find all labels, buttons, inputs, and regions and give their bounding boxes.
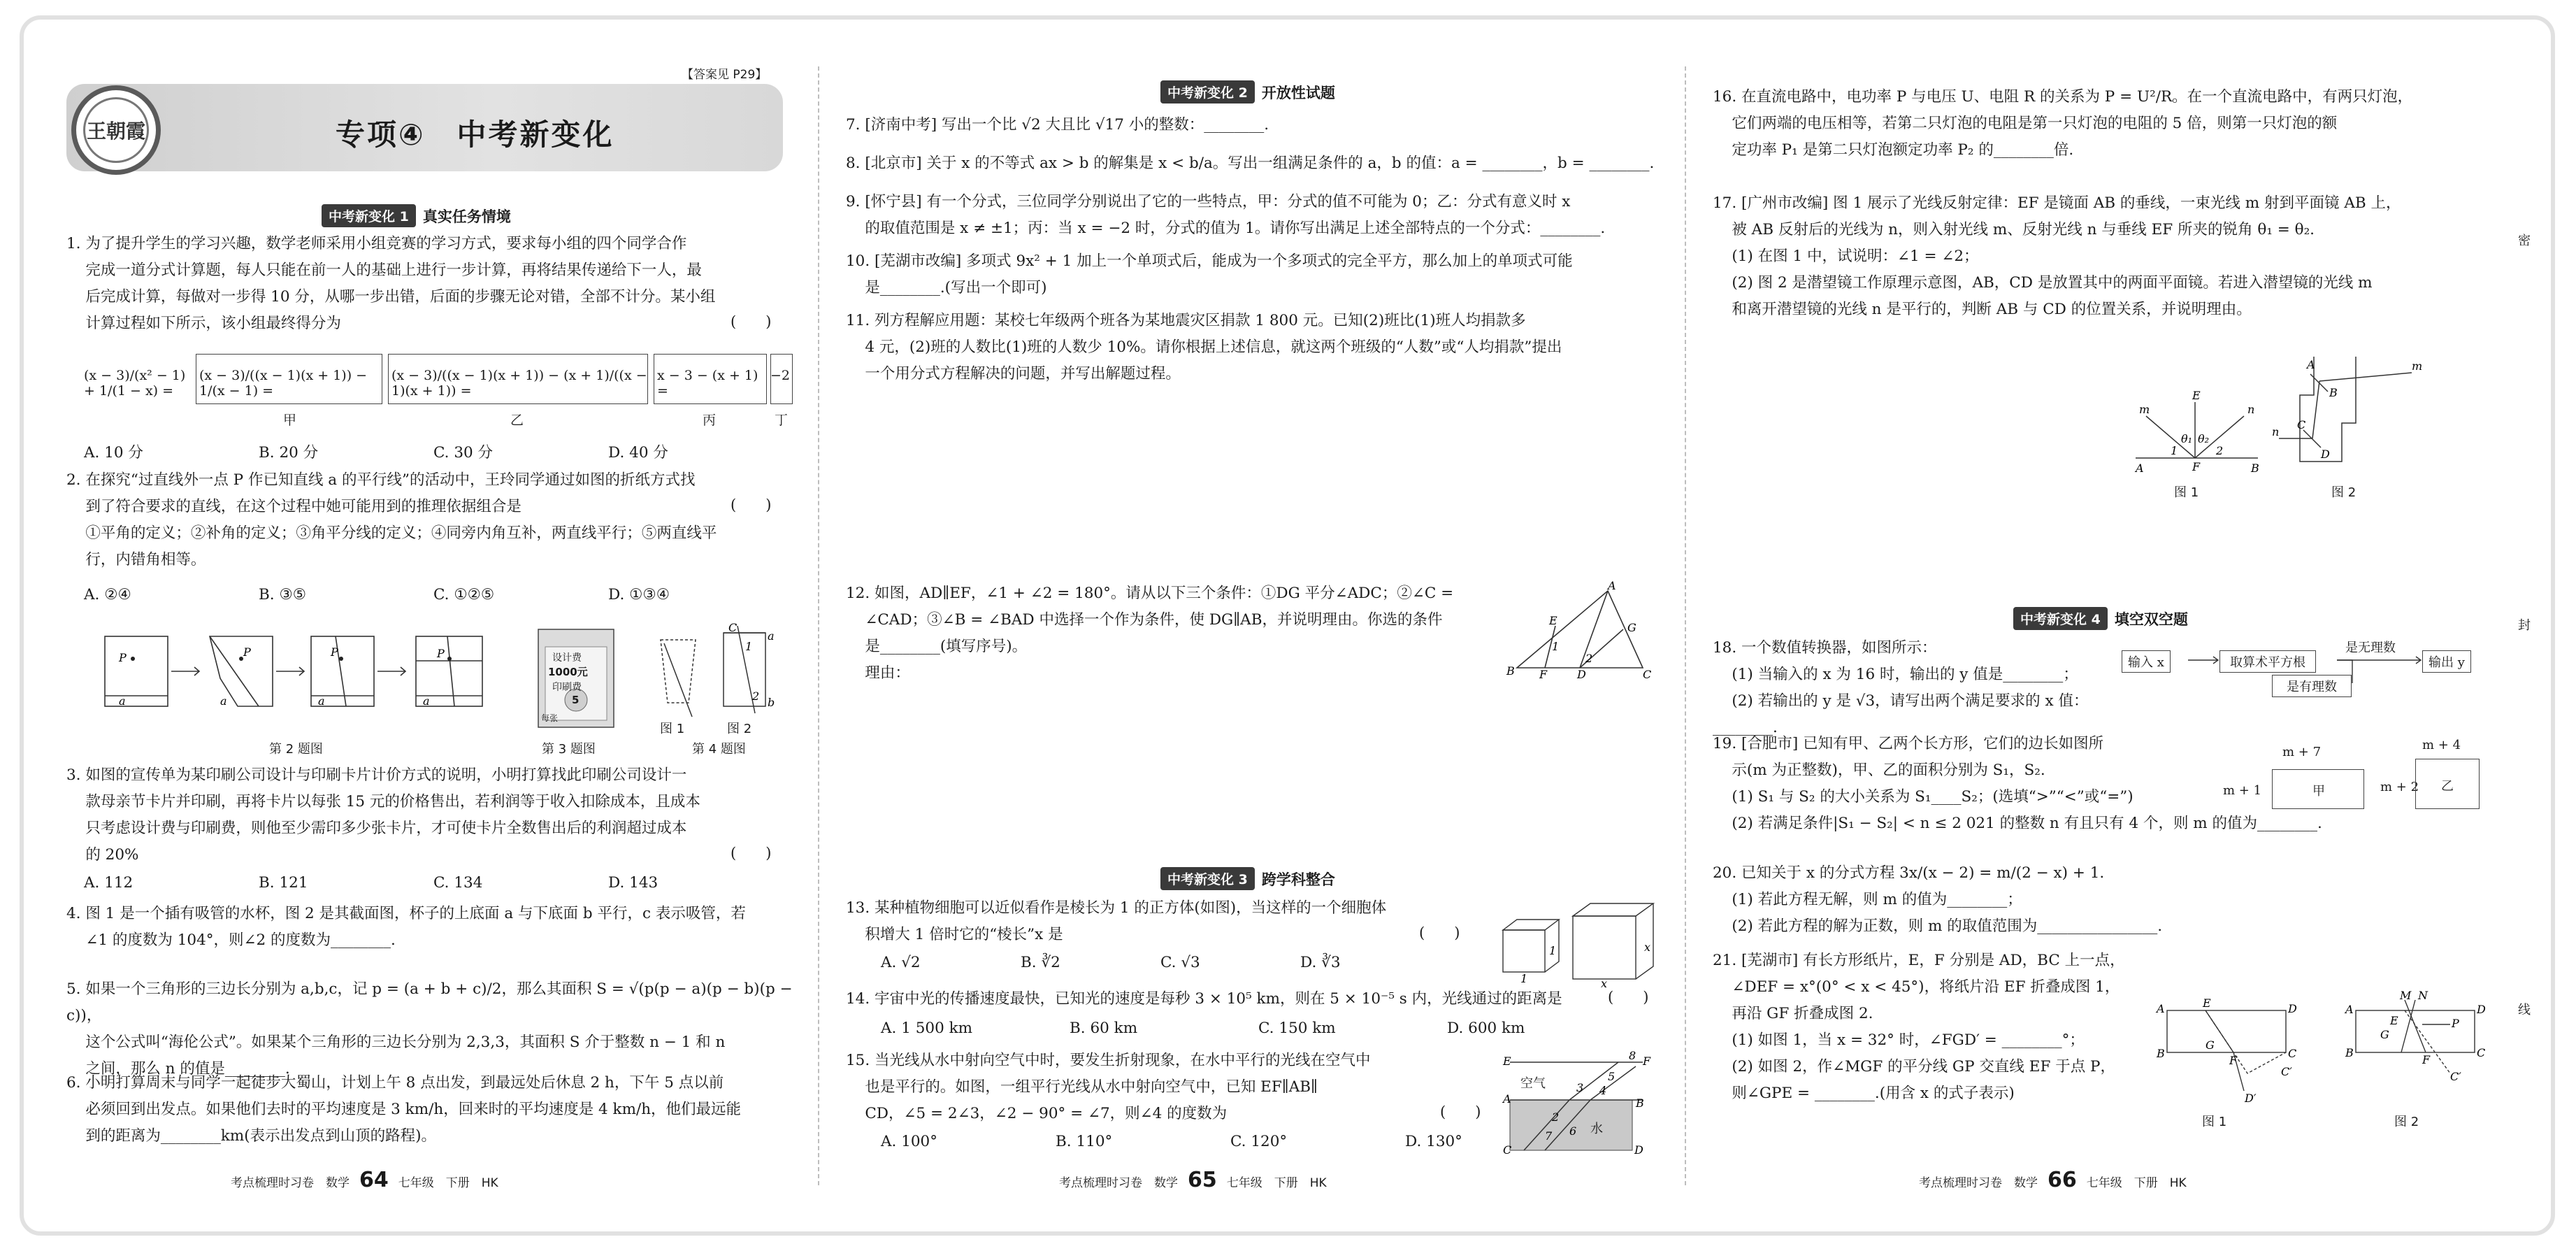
svg-text:θ₂: θ₂ xyxy=(2198,432,2210,445)
fig19-rectangles xyxy=(2223,738,2489,822)
rect-yi-name: 乙 xyxy=(2441,779,2454,794)
svg-text:b: b xyxy=(768,696,775,709)
label-yi: 乙 xyxy=(510,413,524,428)
fig3-text-print-fee: 5 xyxy=(572,694,580,706)
question-6: 6. 小明打算周末与同学一起徒步大蜀山，计划上午 8 点出发，到最远处后休息 2 h，下午 5 点以前 必须回到出发点。如果他们去时的平均速度是 3 km/h，回来时的平均速度是 4 km/h，他们最远能 到的距离为________km(表示出发点到山顶的路程)。 xyxy=(66,1074,742,1145)
svg-text:C′: C′ xyxy=(2450,1070,2461,1083)
option-c: C. 150 km xyxy=(1258,1020,1336,1037)
svg-text:M: M xyxy=(2400,989,2412,1002)
fig4-label-2: 图 2 xyxy=(727,722,752,736)
fig3-caption: 第 3 题图 xyxy=(542,742,596,757)
q2-options xyxy=(84,586,783,603)
svg-text:m: m xyxy=(2139,403,2150,416)
svg-text:A: A xyxy=(2157,1002,2165,1015)
footer-book: 考点梳理时习卷 数学 xyxy=(1059,1176,1178,1190)
svg-text:B: B xyxy=(2251,462,2259,475)
svg-text:F: F xyxy=(1643,1055,1651,1068)
svg-text:D: D xyxy=(1577,668,1586,681)
svg-text:C′: C′ xyxy=(2281,1065,2292,1078)
fig4-label-1: 图 1 xyxy=(660,722,685,736)
svg-text:C: C xyxy=(728,621,737,634)
fig15-water-label: 水 xyxy=(1590,1122,1603,1136)
question-17: 17. [广州市改编] 图 1 展示了光线反射定律：EF 是镜面 AB 的垂线，一束光线 m 射到平面镜 AB 上， 被 AB 反射后的光线为 n，则入射光线 m、反射光线 n 与垂线 EF 所夹的锐角 θ₁ = θ₂. (1) 在图 1 中，试说明：∠1 = ∠2； (2) 图 2 是潜望镜工作原理示意图，AB，CD 是放置其中的两面平面镜。若进入潜望镜的光线 m 和离开潜望镜的光线 n 是平行的，判断 AB 与 CD 的位置关系，并说明理由。 xyxy=(1713,194,2401,318)
answer-reference: 【答案见 P29】 xyxy=(682,68,768,82)
page-divider xyxy=(818,66,819,1185)
option-c: C. 134 xyxy=(433,874,483,892)
answer-paren: ( ) xyxy=(731,845,772,862)
svg-text:E: E xyxy=(2203,996,2211,1010)
section-header-2 xyxy=(1160,80,1335,103)
section-title: 填空双空题 xyxy=(2114,610,2188,628)
step-start: (x − 3)/(x² − 1) + 1/(1 − x) = xyxy=(84,368,186,399)
svg-text:a: a xyxy=(119,694,126,708)
section-header-3 xyxy=(1160,867,1335,890)
fig3-text-unit: 每张 xyxy=(541,713,559,723)
binding-mark: 线 xyxy=(2518,1003,2531,1017)
option-d: D. 600 km xyxy=(1447,1020,1525,1037)
section-title: 开放性试题 xyxy=(1261,84,1335,101)
svg-text:a: a xyxy=(220,694,227,708)
footer-grade: 七年级 下册 HK xyxy=(2086,1176,2187,1190)
fig17-2-periscope xyxy=(2272,353,2433,469)
question-12: 12. 如图，AD∥EF，∠1 + ∠2 = 180°。请从以下三个条件：①DG 平分∠ADC；②∠C = ∠CAD；③∠B = ∠BAD 中选择一个作为条件，使 DG∥AB，并说明理由。你选的条件 是________(填写序号)。 理由： xyxy=(846,585,1454,682)
svg-text:8: 8 xyxy=(1629,1049,1636,1062)
svg-text:1: 1 xyxy=(1520,972,1528,985)
flow-cond: 是无理数 xyxy=(2345,641,2396,655)
svg-text:B: B xyxy=(2345,1046,2354,1059)
answer-paren: ( ) xyxy=(731,313,772,330)
option-d: D. ①③④ xyxy=(608,586,670,603)
rect-yi-top: m + 4 xyxy=(2422,738,2461,752)
page-footer-66 xyxy=(1919,1168,2187,1192)
svg-text:5: 5 xyxy=(1608,1070,1616,1083)
fig17-1-reflection xyxy=(2125,388,2265,479)
svg-text:7: 7 xyxy=(1545,1129,1553,1143)
page-divider xyxy=(1685,66,1686,1185)
answer-paren: ( ) xyxy=(731,496,772,513)
question-20: 20. 已知关于 x 的分式方程 3x/(x − 2) = m/(2 − x) + 1. (1) 若此方程无解，则 m 的值为________； (2) 若此方程的解为正数，则 m 的取值范围为________________. xyxy=(1713,864,2163,935)
question-21: 21. [芜湖市] 有长方形纸片，E，F 分别是 AD，BC 上一点， ∠DEF = x°(0° < x < 45°)，将纸片沿 EF 折叠成图 1， 再沿 GF 折叠成图 2. (1) 如图 1，当 x = 32° 时，∠FGD′ = ________°； (2) 如图 2，作∠MGF 的平分线 GP 交直线 EF 于点 P， 则∠GPE = ________.(用含 x 的式子表示) xyxy=(1713,952,2125,1102)
svg-text:C: C xyxy=(2297,418,2306,431)
option-a: A. 100° xyxy=(881,1133,937,1150)
svg-text:a: a xyxy=(768,629,775,643)
svg-text:x: x xyxy=(1644,941,1651,954)
svg-text:a: a xyxy=(318,694,325,708)
svg-text:F: F xyxy=(2229,1054,2238,1067)
option-a: A. ②④ xyxy=(84,586,131,603)
flow-output: 输出 y xyxy=(2422,650,2471,673)
option-b: B. 121 xyxy=(259,874,308,892)
svg-text:D: D xyxy=(1634,1143,1643,1157)
svg-text:m: m xyxy=(2412,359,2423,373)
option-d: D. 130° xyxy=(1405,1133,1462,1150)
svg-text:N: N xyxy=(2418,989,2428,1002)
flow-loop: 是有理数 xyxy=(2272,675,2352,697)
section-header-1 xyxy=(322,204,511,227)
page-number: 65 xyxy=(1188,1168,1217,1192)
question-18: 18. 一个数值转换器，如图所示： (1) 当输入的 x 为 16 时，输出的 y 值是________； (2) 若输出的 y 是 √3，请写出两个满足要求的 x 值：________. xyxy=(1713,639,2089,736)
binding-mark: 封 xyxy=(2518,618,2531,633)
option-a: A. 10 分 xyxy=(84,444,143,462)
svg-text:E: E xyxy=(1549,614,1557,627)
q1-options xyxy=(84,441,783,462)
option-a: A. 1 500 km xyxy=(881,1020,972,1037)
section-title: 跨学科整合 xyxy=(1261,871,1335,888)
fig12-triangle xyxy=(1503,579,1652,682)
footer-grade: 七年级 下册 HK xyxy=(398,1176,498,1190)
fig3-text-design-fee: 1000元 xyxy=(548,666,588,678)
svg-text:P: P xyxy=(119,651,127,664)
rect-jia-name: 甲 xyxy=(2312,784,2325,799)
svg-text:P: P xyxy=(2452,1017,2459,1030)
rect-jia-top: m + 7 xyxy=(2282,745,2322,759)
option-b: B. 20 分 xyxy=(259,444,319,462)
fig2-caption: 第 2 题图 xyxy=(269,742,323,757)
seal-text: 王朝霞 xyxy=(83,97,149,163)
answer-paren: ( ) xyxy=(1440,1103,1481,1120)
question-5: 5. 如果一个三角形的三边长分别为 a,b,c，记 p = (a + b + c)/2，那么其面积 S = √(p(p − a)(p − b)(p − c))， 这个公式叫“海伦公式”。如果某个三角形的三边长分别为 2,3,3，其面积 S 介于整数 n − 1 和 n 之间，那么 n 的值是________. xyxy=(66,980,793,1078)
q15-options xyxy=(881,1133,1580,1150)
footer-book: 考点梳理时习卷 数学 xyxy=(231,1176,350,1190)
svg-text:G: G xyxy=(1627,621,1636,634)
svg-text:3: 3 xyxy=(1576,1081,1584,1094)
answer-paren: ( ) xyxy=(1608,989,1649,1006)
footer-book: 考点梳理时习卷 数学 xyxy=(1919,1176,2038,1190)
label-jia: 甲 xyxy=(283,413,297,428)
fig3-text-print: 印刷费 xyxy=(552,682,582,693)
option-b: B. 60 km xyxy=(1070,1020,1138,1037)
svg-text:E: E xyxy=(2390,1014,2398,1027)
fig21-caption-1: 图 1 xyxy=(2202,1115,2227,1129)
svg-text:1: 1 xyxy=(745,640,753,653)
svg-text:D: D xyxy=(2477,1003,2486,1016)
page-footer-64 xyxy=(231,1168,498,1192)
svg-text:F: F xyxy=(2422,1053,2431,1066)
fig13-cubes xyxy=(1496,902,1657,990)
fig3-text-design: 设计费 xyxy=(552,652,582,664)
topic-title: 专项④ 中考新变化 xyxy=(336,117,614,152)
svg-text:1: 1 xyxy=(1552,640,1560,653)
q14-options xyxy=(881,1020,1636,1037)
q3-options xyxy=(84,874,783,892)
option-c: C. √3 xyxy=(1160,954,1200,971)
svg-text:C: C xyxy=(1503,1143,1512,1157)
svg-text:C: C xyxy=(1643,668,1652,681)
q1-computation-chain xyxy=(84,354,790,438)
fig17-caption-2: 图 2 xyxy=(2331,485,2356,500)
q13-options xyxy=(881,954,1440,971)
option-b: B. ∛2 xyxy=(1021,954,1060,971)
rect-yi-side: m + 2 xyxy=(2380,780,2419,794)
question-9: 9. [怀宁县] 有一个分式，三位同学分别说出了它的一些特点，甲：分式的值不可能为 0；乙：分式有意义时 x 的取值范围是 x ≠ ±1；丙：当 x = −2 时，分式的值为 1。请你写出满足上述全部特点的一个分式：________. xyxy=(846,193,1606,237)
option-d: D. 40 分 xyxy=(608,444,668,462)
section-title: 真实任务情境 xyxy=(422,208,511,225)
section-header-4 xyxy=(2013,607,2188,630)
svg-text:D′: D′ xyxy=(2245,1092,2257,1105)
fig2-folding-sequence xyxy=(98,629,503,720)
fig17-caption-1: 图 1 xyxy=(2174,485,2199,500)
fig4-cup xyxy=(650,621,776,724)
svg-text:E: E xyxy=(2192,389,2201,402)
svg-text:4: 4 xyxy=(1599,1084,1607,1097)
svg-text:C: C xyxy=(2288,1047,2297,1060)
question-16: 16. 在直流电路中，电功率 P 与电压 U、电阻 R 的关系为 P = U²/R。在一个直流电路中，有两只灯泡， 它们两端的电压相等，若第二只灯泡的电阻是第一只灯泡的电阻的 5 倍，则第一只灯泡的额 定功率 P₁ 是第二只灯泡额定功率 P₂ 的________倍. xyxy=(1713,88,2413,159)
footer-grade: 七年级 下册 HK xyxy=(1226,1176,1327,1190)
question-4: 4. 图 1 是一个插有吸管的水杯，图 2 是其截面图，杯子的上底面 a 与下底面 b 平行，c 表示吸管，若 ∠1 的度数为 104°，则∠2 的度数为________. xyxy=(66,905,746,949)
flow-arrows xyxy=(2122,643,2485,699)
question-8: 8. [北京市] 关于 x 的不等式 ax > b 的解集是 x < b/a。写出一组满足条件的 a，b 的值：a = ________，b = ________. xyxy=(846,155,1655,172)
publisher-seal xyxy=(71,85,161,175)
svg-text:F: F xyxy=(2192,460,2201,473)
option-c: C. ①②⑤ xyxy=(433,586,495,603)
svg-text:B: B xyxy=(2157,1047,2165,1060)
fig21-1-fold xyxy=(2157,996,2297,1105)
binding-mark: 密 xyxy=(2518,234,2531,248)
answer-paren: ( ) xyxy=(1419,924,1460,941)
step-jia: (x − 3)/((x − 1)(x + 1)) − 1/(x − 1) = xyxy=(199,368,368,399)
svg-text:n: n xyxy=(2247,403,2255,416)
svg-text:A: A xyxy=(1503,1092,1511,1106)
section-tag: 中考新变化 3 xyxy=(1160,867,1255,890)
fig21-caption-2: 图 2 xyxy=(2394,1115,2419,1129)
svg-text:a: a xyxy=(423,694,430,708)
option-c: C. 120° xyxy=(1230,1133,1288,1150)
svg-text:C: C xyxy=(2477,1046,2486,1059)
question-14: 14. 宇宙中光的传播速度最快，已知光的速度是每秒 3 × 10⁵ km，则在 5 × 10⁻⁵ s 内，光线通过的距离是 xyxy=(846,990,1562,1008)
svg-text:2: 2 xyxy=(2216,444,2224,457)
flow-op: 取算术平方根 xyxy=(2219,650,2316,673)
page-number: 64 xyxy=(359,1168,389,1192)
svg-text:P: P xyxy=(437,647,445,660)
svg-text:2: 2 xyxy=(1552,1110,1560,1124)
step-yi: (x − 3)/((x − 1)(x + 1)) − (x + 1)/((x − 1)(x + 1)) = xyxy=(391,368,647,399)
svg-text:x: x xyxy=(1601,977,1608,990)
question-3: 3. 如图的宣传单为某印刷公司设计与印刷卡片计价方式的说明，小明打算找此印刷公司设计一 款母亲节卡片并印刷，再将卡片以每张 15 元的价格售出，若利润等于收入扣除成本，且成本 只考虑设计费与印刷费，则他至少需印多少张卡片，才可使卡片全数售出后的利润超过成本 的 20% xyxy=(66,766,700,864)
flow-input: 输入 x xyxy=(2122,650,2171,673)
svg-text:G: G xyxy=(2380,1028,2389,1041)
option-d: D. ∛3 xyxy=(1300,954,1341,971)
svg-text:D: D xyxy=(2321,448,2330,461)
question-19: 19. [合肥市] 已知有甲、乙两个长方形，它们的边长如图所 示(m 为正整数)，甲、乙的面积分别为 S₁，S₂. (1) S₁ 与 S₂ 的大小关系为 S₁____S₂；(选填“>”“<”或“=”) (2) 若满足条件|S₁ − S₂| < n ≤ 2 021 的整数 n 有且只有 4 个，则 m 的值为________. xyxy=(1713,735,2322,832)
label-ding: 丁 xyxy=(775,413,789,428)
svg-text:2: 2 xyxy=(1585,652,1593,665)
svg-text:D: D xyxy=(2288,1002,2297,1015)
svg-text:θ₁: θ₁ xyxy=(2181,432,2193,445)
svg-text:B: B xyxy=(2329,386,2338,399)
svg-text:F: F xyxy=(1539,668,1548,681)
section-tag: 中考新变化 1 xyxy=(322,204,416,227)
svg-text:A: A xyxy=(2136,462,2144,475)
svg-text:P: P xyxy=(331,645,338,659)
question-15: 15. 当光线从水中射向空气中时，要发生折射现象，在水中平行的光线在空气中 也是平行的。如图，一组平行光线从水中射向空气中，已知 EF∥AB∥ CD，∠5 = 2∠3，∠2 − 90° = ∠7，则∠4 的度数为 xyxy=(846,1052,1371,1122)
svg-text:B: B xyxy=(1636,1096,1644,1110)
question-7: 7. [济南中考] 写出一个比 √2 大且比 √17 小的整数：________. xyxy=(846,116,1269,134)
svg-text:A: A xyxy=(1608,579,1616,592)
question-10: 10. [芜湖市改编] 多项式 9x² + 1 加上一个单项式后，能成为一个多项式的完全平方，那么加上的单项式可能 是________.(写出一个即可) xyxy=(846,252,1573,296)
label-bing: 丙 xyxy=(703,413,717,428)
fig4-caption: 第 4 题图 xyxy=(692,742,746,757)
page-number: 66 xyxy=(2048,1168,2077,1192)
section-tag: 中考新变化 2 xyxy=(1160,80,1255,103)
svg-text:E: E xyxy=(1503,1055,1511,1068)
option-b: B. 110° xyxy=(1056,1133,1113,1150)
svg-text:A: A xyxy=(2345,1003,2354,1016)
page-footer-65 xyxy=(1059,1168,1327,1192)
fig15-refraction xyxy=(1503,1049,1651,1157)
step-bing: x − 3 − (x + 1) = xyxy=(657,368,758,399)
question-11: 11. 列方程解应用题：某校七年级两个班各为某地震灾区捐款 1 800 元。已知(2)班比(1)班人均捐款多 4 元，(2)班的人数比(1)班的人数少 10%。请你根据上述信息，就这两个班级的“人数”或“人均捐款”提出 一个用分式方程解决的问题，并写出解题过程。 xyxy=(846,312,1562,383)
svg-text:A: A xyxy=(2307,358,2315,371)
svg-text:n: n xyxy=(2272,425,2280,438)
fig21-2-fold xyxy=(2345,989,2486,1101)
svg-text:G: G xyxy=(2206,1038,2215,1052)
fig15-air-label: 空气 xyxy=(1520,1076,1546,1091)
rect-jia-side: m + 1 xyxy=(2223,783,2262,798)
question-2: 2. 在探究“过直线外一点 P 作已知直线 a 的平行线”的活动中，王玲同学通过如图的折纸方式找 到了符合要求的直线，在这个过程中她可能用到的推理依据组合是 ①平角的定义；②补角的定义；③角平分线的定义；④同旁内角互补，两直线平行；⑤两直线平 行，内错角相等。 xyxy=(66,471,717,569)
question-1: 1. 为了提升学生的学习兴趣，数学老师采用小组竞赛的学习方式，要求每小组的四个同学合作 完成一道分式计算题，每人只能在前一人的基础上进行一步计算，再将结果传递给下一人，最 后完成计算，每做对一步得 10 分，从哪一步出错，后面的步骤无论对错，全部不计分。某小组 计算过程如下所示，该小组最终得分为 xyxy=(66,235,716,332)
option-c: C. 30 分 xyxy=(433,444,494,462)
svg-text:2: 2 xyxy=(752,689,760,703)
option-a: A. 112 xyxy=(84,874,134,892)
option-b: B. ③⑤ xyxy=(259,586,307,603)
step-ding: −2 xyxy=(770,368,791,383)
question-13: 13. 某种植物细胞可以近似看作是棱长为 1 的正方体(如图)，当这样的一个细胞体 积增大 1 倍时它的“棱长”x 是 xyxy=(846,899,1387,943)
svg-text:1: 1 xyxy=(1549,944,1557,957)
option-a: A. √2 xyxy=(881,954,921,971)
option-d: D. 143 xyxy=(608,874,659,892)
svg-text:P: P xyxy=(243,645,251,659)
svg-text:1: 1 xyxy=(2171,444,2178,457)
section-tag: 中考新变化 4 xyxy=(2013,607,2108,630)
svg-text:6: 6 xyxy=(1569,1124,1577,1138)
svg-text:B: B xyxy=(1506,664,1515,678)
